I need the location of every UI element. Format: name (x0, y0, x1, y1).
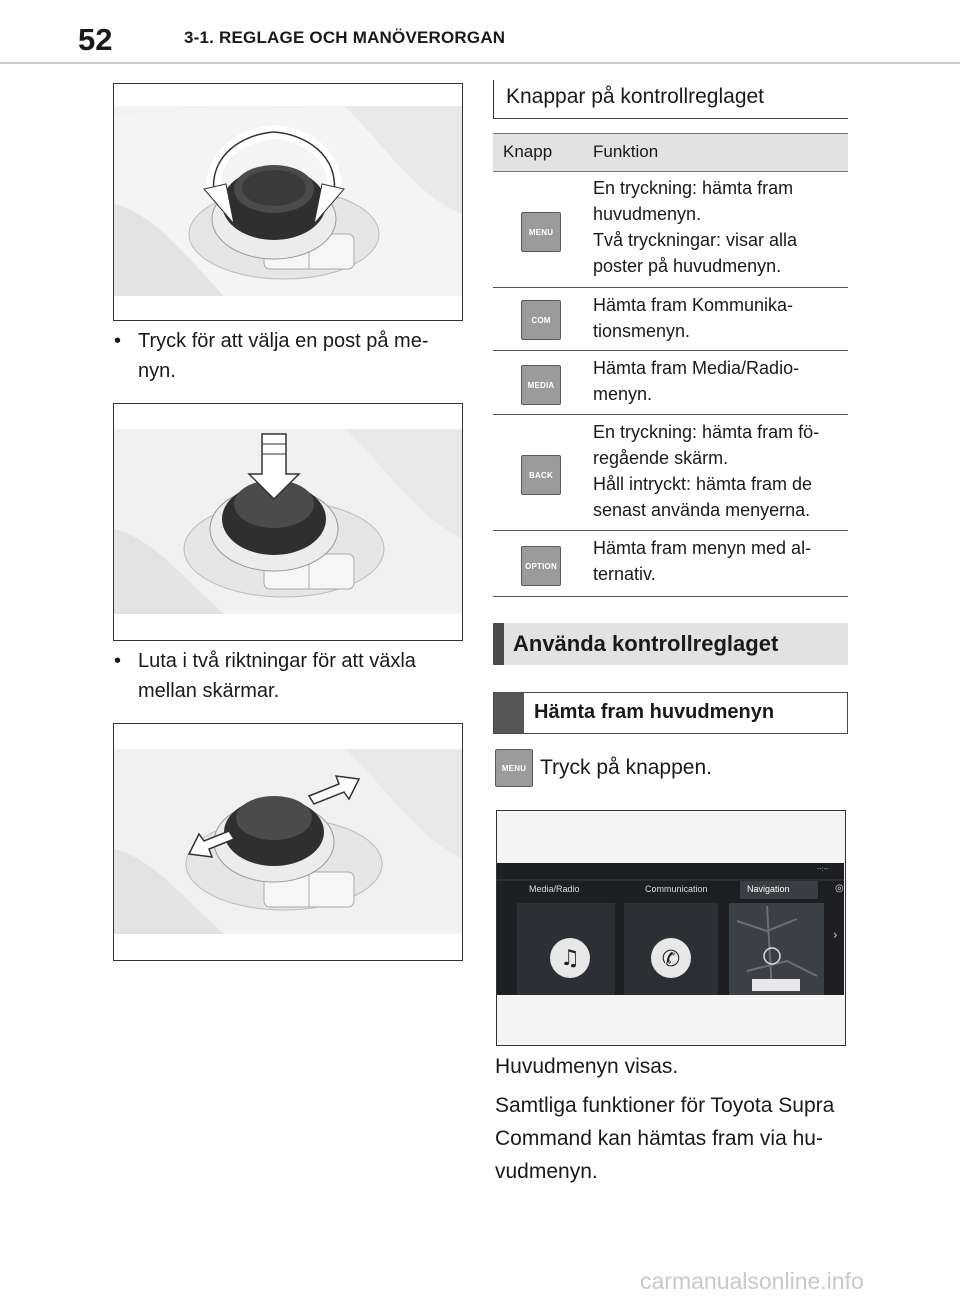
function-line: huvudmenyn. (593, 204, 702, 224)
step-text: Tryck på knappen. (540, 756, 712, 779)
subsection-heading-bar (494, 693, 524, 733)
bullet-tilt (114, 646, 464, 706)
table-row (493, 351, 848, 415)
function-line: tionsmenyn. (593, 321, 691, 341)
tab-navigation[interactable]: Navigation (747, 884, 790, 894)
svg-text:♫: ♫ (560, 946, 580, 971)
bullet-tilt-text: Luta i två riktningar för att växla mellan skärmar. (138, 650, 416, 702)
subsection-heading-text: Hämta fram huvudmenyn (534, 701, 775, 723)
paragraph-all-functions (495, 1089, 855, 1188)
infotainment-screen-illustration (497, 811, 844, 1044)
table-header (493, 133, 848, 172)
table-row (493, 415, 848, 531)
table-title-underline (493, 118, 848, 119)
column-header-key: Knapp (503, 142, 553, 161)
function-line: En tryckning: hämta fram fö- (593, 422, 820, 442)
column-header-function: Funktion (593, 142, 659, 161)
function-line: Hämta fram Media/Radio- (593, 358, 800, 378)
controller-rotate-illustration (114, 84, 462, 320)
table-row (493, 171, 848, 288)
function-text (593, 535, 845, 587)
paragraph-line: vudmenyn. (495, 1160, 598, 1183)
paragraph-line: Command kan hämtas fram via hu- (495, 1127, 823, 1150)
function-text (593, 419, 845, 523)
table-row (493, 531, 848, 597)
bullet-press (114, 326, 464, 386)
figure-press-controller (113, 403, 463, 641)
svg-text:›: › (833, 928, 838, 942)
function-text (593, 292, 845, 344)
function-line: menyn. (593, 384, 653, 404)
com-key-icon: COM (521, 300, 561, 340)
function-line: senast använda menyerna. (593, 500, 811, 520)
section-heading-text: Använda kontrollreglaget (513, 631, 779, 656)
function-text (593, 175, 845, 279)
function-line: Hämta fram menyn med al- (593, 538, 812, 558)
screen-clock: --:-- (817, 866, 829, 873)
section-heading-bar (493, 623, 504, 665)
table-title: Knappar på kontrollreglaget (493, 80, 848, 118)
function-line: Två tryckningar: visar alla (593, 230, 798, 250)
paragraph-menu-shown: Huvudmenyn visas. (495, 1055, 679, 1078)
subsection-heading (493, 692, 848, 734)
function-line: En tryckning: hämta fram (593, 178, 794, 198)
section-heading (493, 623, 848, 665)
function-text (593, 355, 845, 407)
header-divider (0, 62, 960, 64)
function-line: Håll intryckt: hämta fram de (593, 474, 813, 494)
menu-key-icon: MENU (495, 749, 533, 787)
bullet-press-text: Tryck för att välja en post på me-nyn. (138, 330, 429, 382)
function-line: Hämta fram Kommunika- (593, 295, 794, 315)
main-menu-screenshot (496, 810, 846, 1046)
back-key-icon: BACK (521, 455, 561, 495)
bullet-dot: • (114, 650, 122, 672)
paragraph-line: Samtliga funktioner för Toyota Supra (495, 1094, 835, 1117)
bullet-dot: • (114, 330, 122, 352)
table-row (493, 288, 848, 351)
chapter-title: 3-1. REGLAGE OCH MANÖVERORGAN (184, 28, 506, 47)
page-number: 52 (78, 22, 113, 57)
function-line: poster på huvudmenyn. (593, 256, 782, 276)
tab-media-radio[interactable]: Media/Radio (529, 884, 580, 894)
svg-text:✆: ✆ (661, 947, 681, 972)
tab-communication[interactable]: Communication (645, 884, 708, 894)
function-line: ternativ. (593, 564, 656, 584)
function-line: regående skärm. (593, 448, 729, 468)
globe-icon[interactable]: ◎ (835, 883, 844, 894)
option-key-icon: OPTION (521, 546, 561, 586)
figure-tilt-controller (113, 723, 463, 961)
media-key-icon: MEDIA (521, 365, 561, 405)
menu-key-icon: MENU (521, 212, 561, 252)
figure-rotate-controller (113, 83, 463, 321)
controller-tilt-illustration (114, 724, 462, 960)
watermark: carmanualsonline.info (640, 1268, 864, 1294)
controller-press-illustration (114, 404, 462, 640)
